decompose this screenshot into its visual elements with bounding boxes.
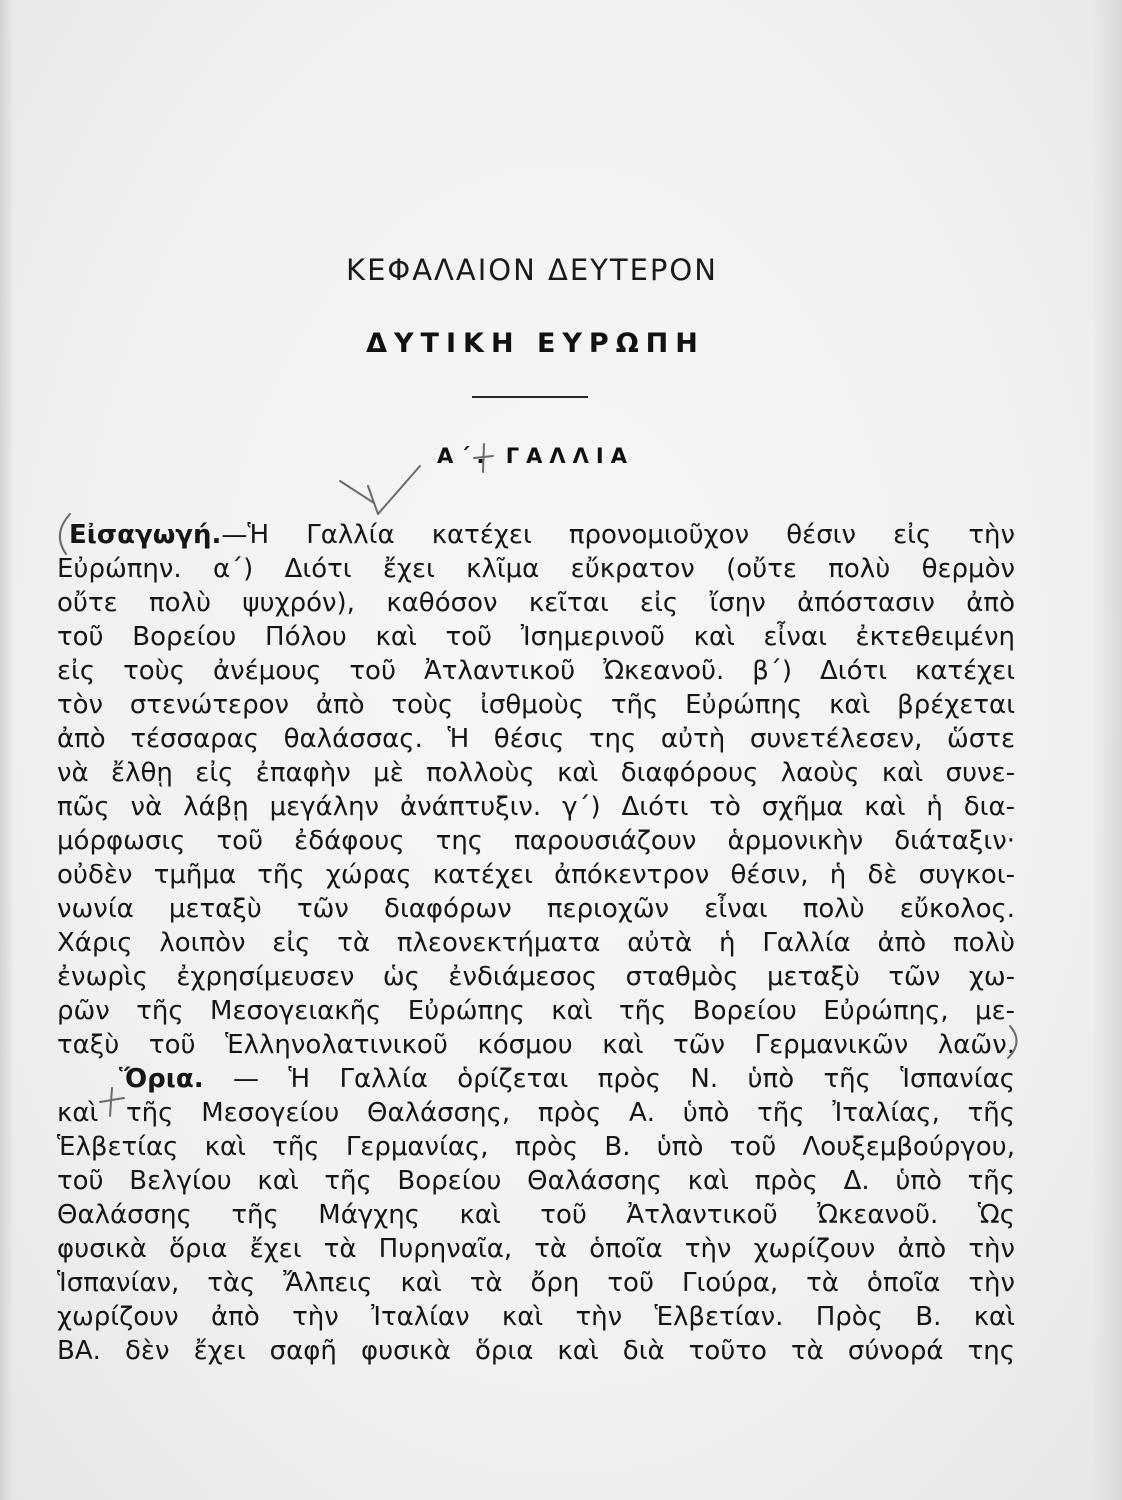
text-line: μόρφωσις τοῦ ἐδάφους της παρουσιάζουν ἁρμονικὴν διάταξιν· — [57, 826, 1015, 856]
text-line: τὸν στενώτερον ἀπὸ τοὺς ἰσθμοὺς τῆς Εὐρώπης καὶ βρέχεται — [57, 690, 1015, 720]
text-line: πῶς νὰ λάβῃ μεγάλην ἀνάπτυξιν. γ΄) Διότι τὸ σχῆμα καὶ ἡ δια- — [57, 792, 1015, 822]
paragraph-run-in-heading: Ὅρια. — [119, 1064, 204, 1094]
text-line: Θαλάσσης τῆς Μάγχης καὶ τοῦ Ἀτλαντικοῦ Ὠκεανοῦ. Ὡς — [57, 1200, 1015, 1230]
text-line — [57, 518, 1015, 552]
paragraph-run-in-heading: Εἰσαγωγή. — [69, 520, 222, 550]
text-line: οὔτε πολὺ ψυχρόν), καθόσον κεῖται εἰς ἴσην ἀπόστασιν ἀπὸ — [57, 588, 1015, 618]
text-line-content: —Ἡ Γαλλία κατέχει προνομιοῦχον θέσιν εἰς τὴν — [221, 520, 1015, 550]
text-line: εἰς τοὺς ἀνέμους τοῦ Ἀτλαντικοῦ Ὠκεανοῦ. β΄) Διότι κατέχει — [57, 656, 1015, 686]
text-line: ἀπὸ τέσσαρας θαλάσσας. Ἡ θέσις της αὐτὴ συνετέλεσεν, ὥστε — [57, 724, 1015, 754]
text-line-content: — Ἡ Γαλλία ὁρίζεται πρὸς Ν. ὑπὸ τῆς Ἱσπανίας — [233, 1064, 1015, 1094]
text-line: Εὐρώπην. α΄) Διότι ἔχει κλῖμα εὔκρατον (οὔτε πολὺ θερμὸν — [57, 554, 1015, 584]
text-line — [57, 1062, 1015, 1096]
text-line: οὐδὲν τμῆμα τῆς χώρας κατέχει ἀπόκεντρον θέσιν, ἡ δὲ συγκοι- — [57, 860, 1015, 890]
text-line: ταξὺ τοῦ Ἑλληνολατινικοῦ κόσμου καὶ τῶν Γερμανικῶν λαῶν. — [57, 1030, 1015, 1060]
text-line: τοῦ Βορείου Πόλου καὶ τοῦ Ἰσημερινοῦ καὶ εἶναι ἐκτεθειμένη — [57, 622, 1015, 652]
page-edge-shadow-left — [0, 0, 14, 1500]
body-text — [57, 518, 1015, 1368]
text-line: φυσικὰ ὅρια ἔχει τὰ Πυρηναῖα, τὰ ὁποῖα τὴν χωρίζουν ἀπὸ τὴν — [57, 1234, 1015, 1264]
text-line: τοῦ Βελγίου καὶ τῆς Βορείου Θαλάσσης καὶ πρὸς Δ. ὑπὸ τῆς — [57, 1166, 1015, 1196]
text-line: ἐνωρὶς ἐχρησίμευσεν ὡς ἐνδιάμεσος σταθμὸς μεταξὺ τῶν χω- — [57, 962, 1015, 992]
handwritten-check-mark-icon — [340, 466, 420, 514]
chapter-heading: ΚΕΦΑΛΑΙΟΝ ΔΕΥΤΕΡΟΝ — [346, 253, 718, 287]
text-line: Ἑλβετίας καὶ τῆς Γερμανίας, πρὸς Β. ὑπὸ τοῦ Λουξεμβούργου, — [57, 1132, 1015, 1162]
section-title: Α΄. ΓΑΛΛΙΑ — [436, 444, 634, 468]
text-line: Χάρις λοιπὸν εἰς τὰ πλεονεκτήματα αὐτὰ ἡ Γαλλία ἀπὸ πολὺ — [57, 928, 1015, 958]
text-line: νὰ ἔλθῃ εἰς ἐπαφὴν μὲ πολλοὺς καὶ διαφόρους λαοὺς καὶ συνε- — [57, 758, 1015, 788]
text-line: ρῶν τῆς Μεσογειακῆς Εὐρώπης καὶ τῆς Βορείου Εὐρώπης, με- — [57, 996, 1015, 1026]
text-line: νωνία μεταξὺ τῶν διαφόρων περιοχῶν εἶναι πολὺ εὔκολος. — [57, 894, 1015, 924]
page-edge-shadow-right — [1092, 0, 1122, 1500]
text-line: καὶ τῆς Μεσογείου Θαλάσσης, πρὸς Α. ὑπὸ τῆς Ἰταλίας, τῆς — [57, 1098, 1015, 1128]
part-title: ΔΥΤΙΚΗ ΕΥΡΩΠΗ — [366, 328, 705, 359]
title-divider — [472, 396, 588, 398]
text-line: Ἱσπανίαν, τὰς Ἄλπεις καὶ τὰ ὄρη τοῦ Γιούρα, τὰ ὁποῖα τὴν — [57, 1268, 1015, 1298]
text-line: χωρίζουν ἀπὸ τὴν Ἰταλίαν καὶ τὴν Ἑλβετίαν. Πρὸς Β. καὶ — [57, 1302, 1015, 1332]
text-line: ΒΑ. δὲν ἔχει σαφῆ φυσικὰ ὅρια καὶ διὰ τοῦτο τὰ σύνορά της — [57, 1336, 1015, 1366]
